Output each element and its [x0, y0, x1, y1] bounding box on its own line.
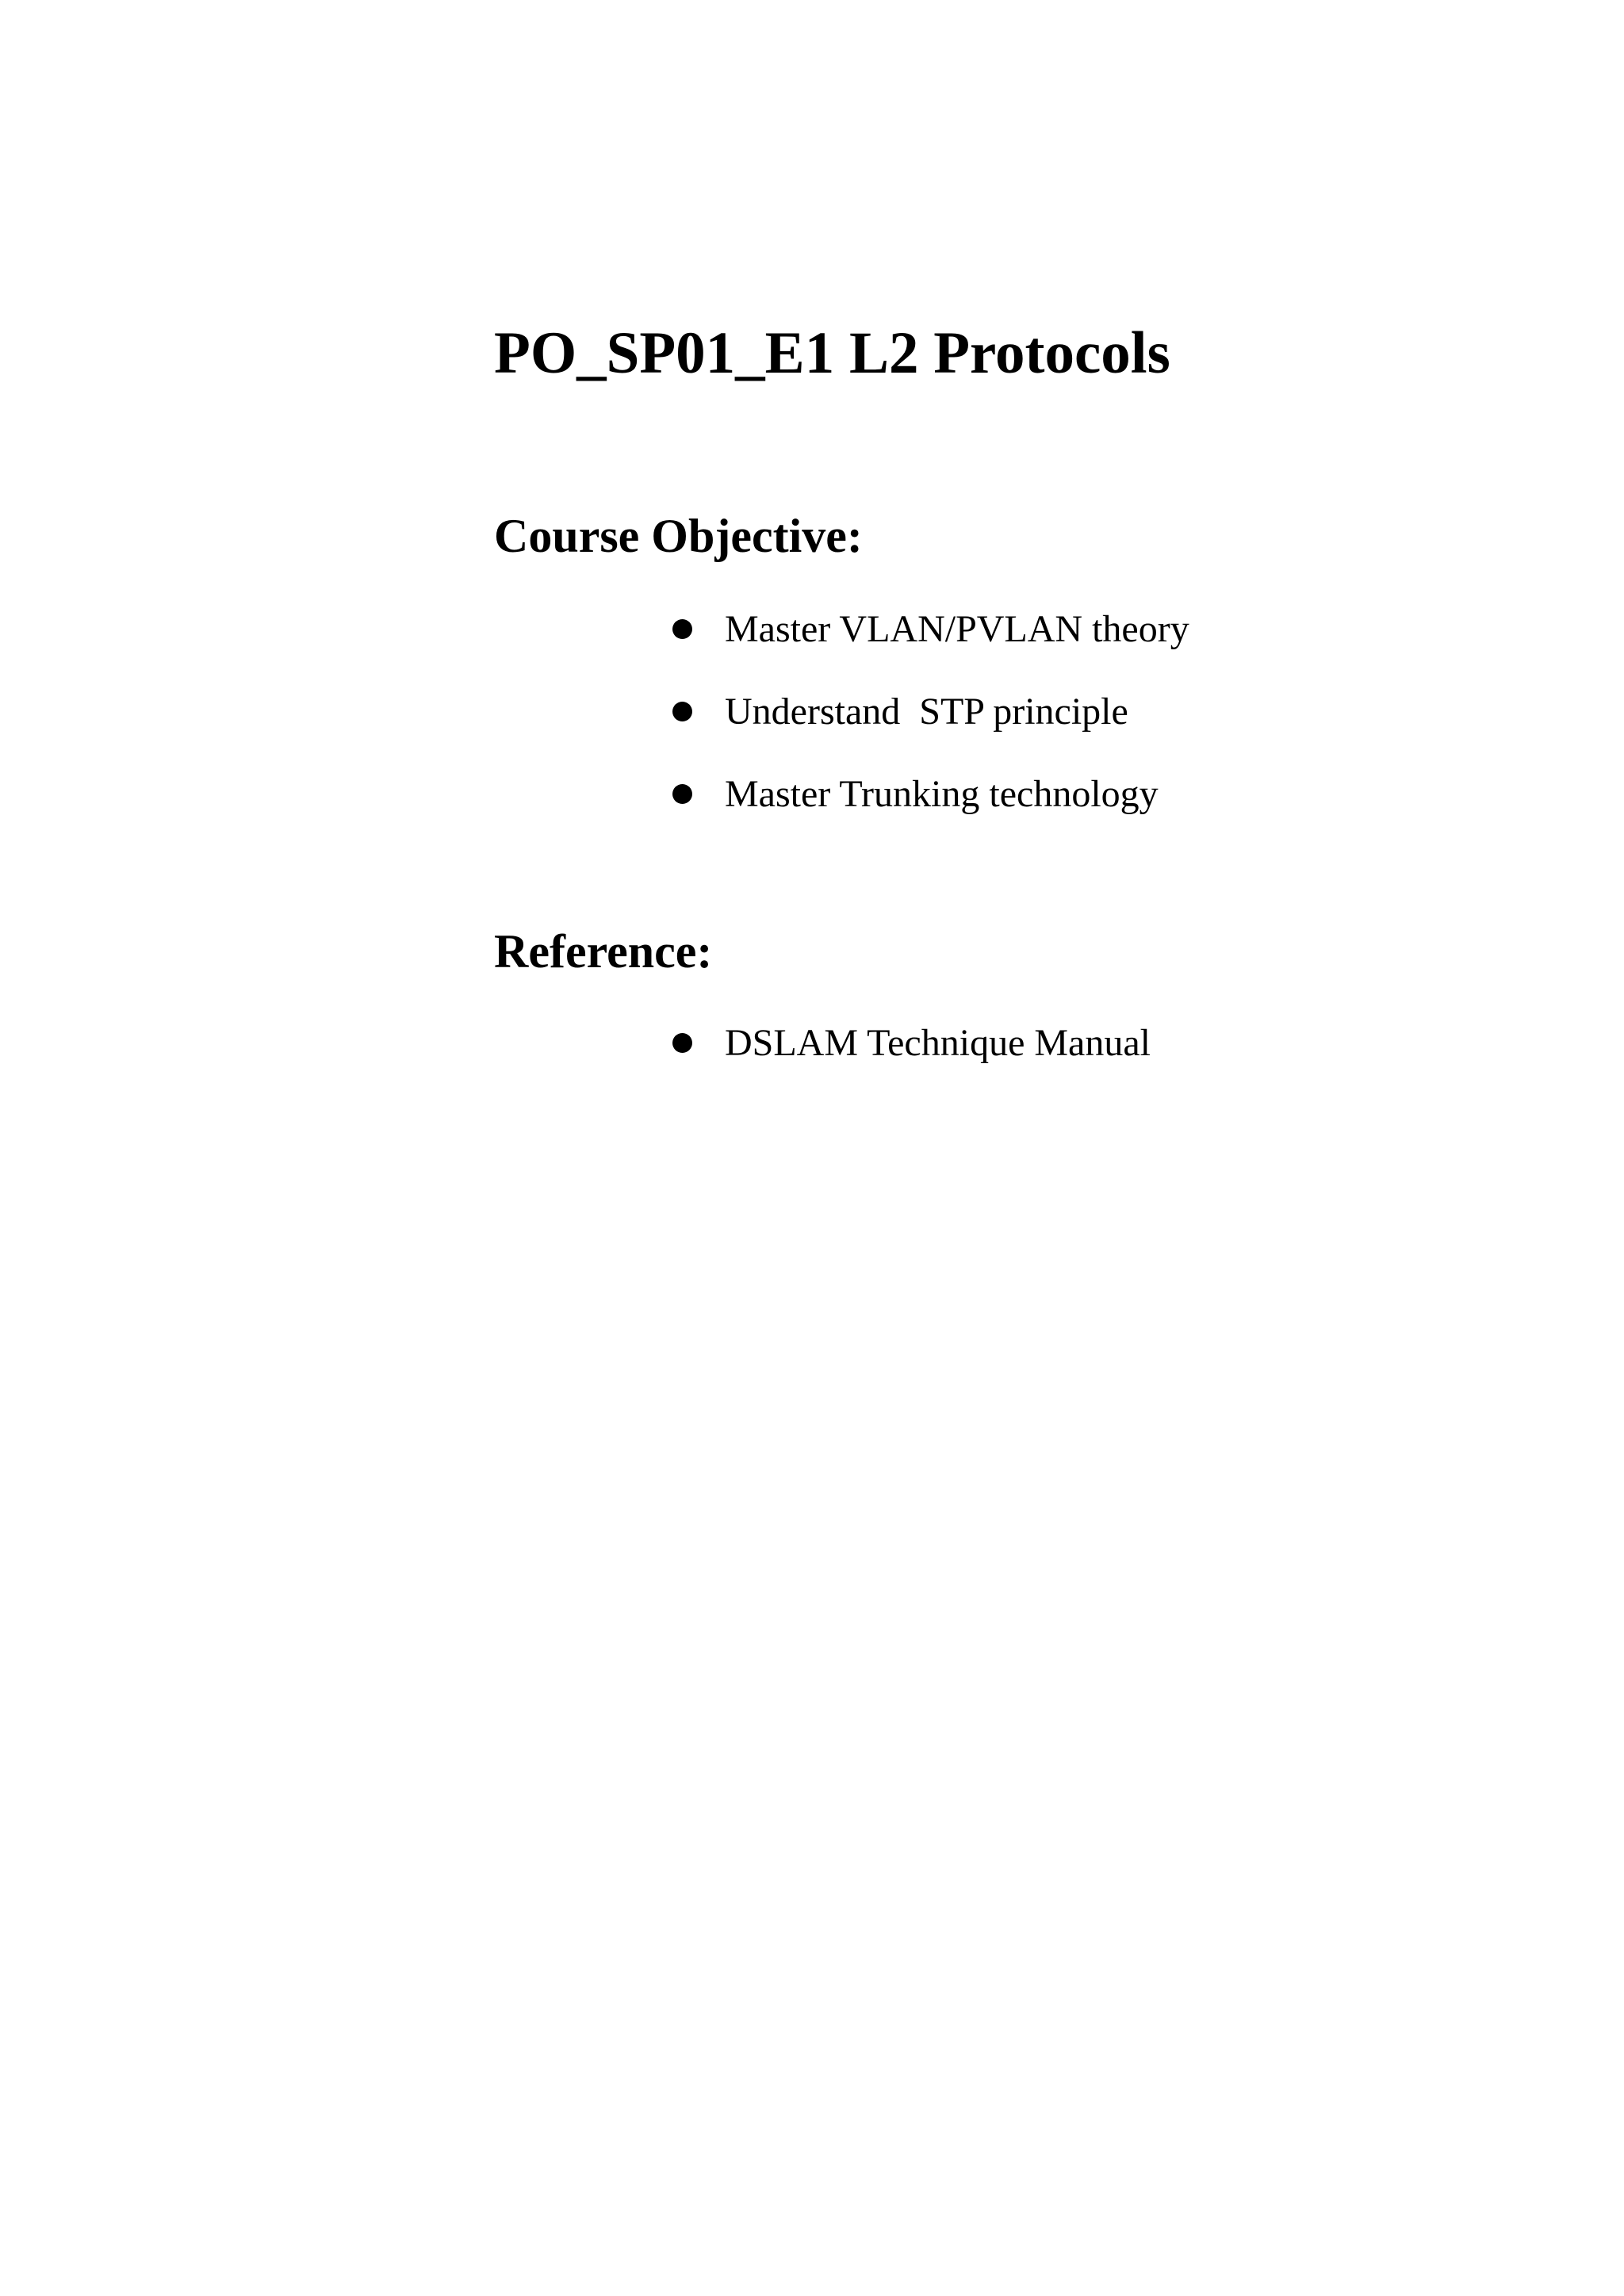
list-item — [0, 775, 1624, 858]
list-item-text: Master VLAN/PVLAN theory — [725, 608, 1189, 650]
bullet-icon — [672, 1033, 692, 1053]
section-heading-course-objective: Course Objective: — [494, 510, 863, 562]
list-item — [0, 610, 1624, 693]
course-objective-list — [0, 610, 1624, 858]
bullet-icon — [672, 702, 692, 721]
bullet-icon — [672, 784, 692, 804]
list-item-text: DSLAM Technique Manual — [725, 1022, 1151, 1064]
bullet-icon — [672, 619, 692, 639]
reference-list — [0, 1024, 1624, 1107]
document-title: PO_SP01_E1 L2 Protocols — [494, 320, 1170, 386]
list-item-text: Understand STP principle — [725, 691, 1128, 733]
list-item-text: Master Trunking technology — [725, 773, 1159, 815]
list-item — [0, 1024, 1624, 1107]
list-item — [0, 693, 1624, 775]
section-heading-reference: Reference: — [494, 925, 713, 978]
